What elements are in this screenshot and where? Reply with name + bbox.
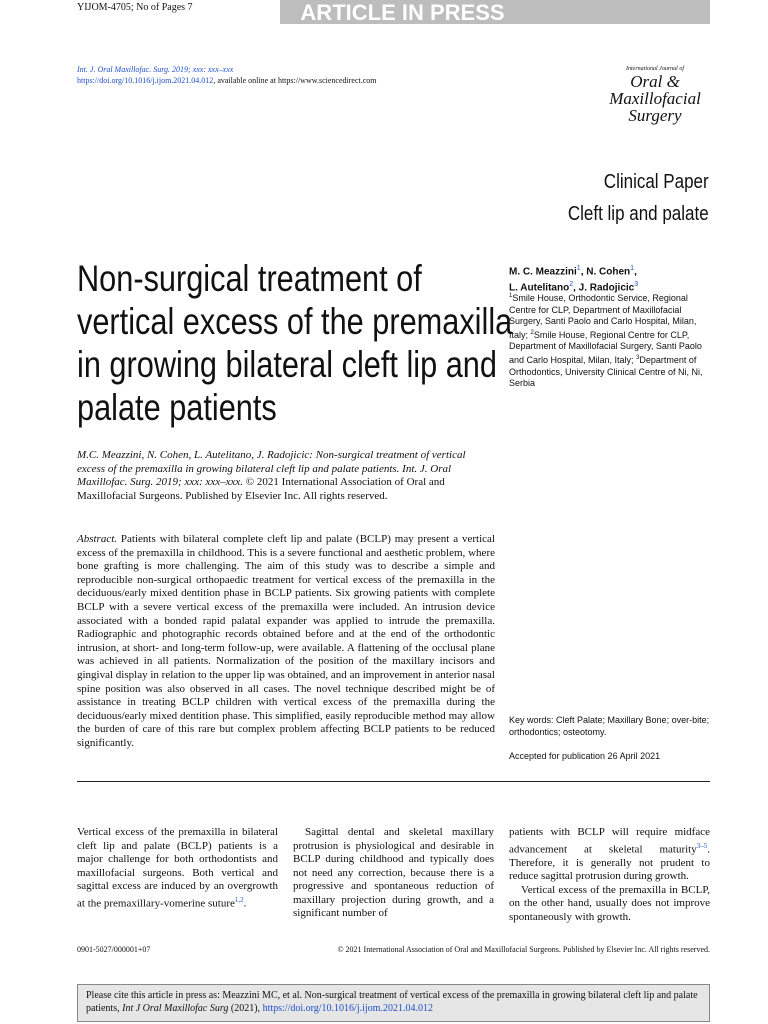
doi-link[interactable]: https://doi.org/10.1016/j.ijom.2021.04.012	[77, 76, 214, 85]
online-text: , available online at https://www.sciencedirect.com	[213, 76, 377, 85]
author-list: M. C. Meazzini$^1$, N. Cohen$^1$, L. Autelitano$^2$, J. Radojicic$^3$	[509, 265, 639, 294]
affil-3: Department of Orthodontics, University Clinical Centre of Ni, Ni, Serbia	[509, 354, 703, 389]
paper-category: Clinical Paper	[604, 171, 709, 193]
abstract-text: Patients with bilateral complete cleft lip and palate (BCLP) may present a vertical excess of the premaxilla in childhood. This is a severe functional and aesthetic problem, where bone grafting is more challenging. The aim of this study was to describe a simple and reproducible non-surgical orthopaedic treatment for vertical excess of the premaxilla in the deciduous/early mixed dentition phase in BCLP patients. Six growing patients with complete BCLP with a severe vertical excess of the premaxilla were included. An intrusion device associated with a bonded rapid palatal expander was applied to intrude the premaxilla. Radiographic and photographic records obtained before and at the end of the orthodontic intrusion, at short- and long-term follow-up, were available. A flattening of the occlusal plane was achieved in all patients. Normalization of the position of the maxillary incisors and gingival display in relation to the upper lip was obtained, and an improvement in anterior nasal spine position was also observed in all cases. The novel technique described might be of assistance in treating BCLP children with vertical excess of the premaxilla during the deciduous/early mixed dentition phase. This simplified, easily reproducible method may allow the burden of care of this rare but complex problem affecting BCLP patients to be reduced significantly.	[77, 533, 495, 749]
col3-ref-link[interactable]: 3–5	[696, 841, 708, 850]
journal-id: YIJOM-4705; No of Pages 7	[77, 2, 193, 13]
abstract	[77, 533, 495, 751]
cite-year: (2021),	[228, 1003, 263, 1014]
col3-text-b: . Therefore, it is generally not prudent to reduce sagittal protrusion during growth.	[509, 843, 710, 883]
article-title: Non-surgical treatment of vertical excess of the premaxilla in growing bilateral cleft lip and palate patients	[77, 258, 513, 428]
author-3-affil-link[interactable]: 2	[569, 281, 574, 289]
reference-citation-copyright: © 2021 International Association of Oral and Maxillofacial Surgeons. Published by Elsevier Inc. All rights reserved.	[77, 476, 445, 502]
affil-3-marker: 3	[636, 354, 640, 361]
affil-2-marker: 2	[530, 329, 534, 336]
logo-line1: International Journal of	[626, 66, 684, 72]
body-column-3	[509, 826, 710, 924]
author-2: N. Cohen	[586, 266, 631, 278]
cite-doi-link[interactable]: https://doi.org/10.1016/j.ijom.2021.04.012	[262, 1003, 433, 1014]
section-divider	[77, 781, 710, 782]
author-1-affil-link[interactable]: 1	[576, 265, 581, 272]
logo-line4: Surgery	[628, 106, 682, 125]
affil-1: Smile House, Orthodontic Service, Regional Centre for CLP, Department of Maxillofacial Surgery, Santi Paolo and Carlo Hospital, Milan, Italy;	[509, 293, 697, 340]
footer-issn: 0901-5027/000001+07	[77, 945, 151, 954]
col1-text: Vertical excess of the premaxilla in bilateral cleft lip and palate (BCLP) patients is a major challenge for both orthodontists and maxillofacial surgeons. Both vertical and sagittal excess are induced by an overgrowth at the premaxillary-vomerine suture	[77, 826, 278, 910]
paper-subcategory: Cleft lip and palate	[568, 203, 709, 225]
reference-citation-italic: M.C. Meazzini, N. Cohen, L. Autelitano, J. Radojicic: Non-surgical treatment of vertical excess of the premaxilla in growing bilateral cleft lip and palate patients. Int. J. Oral Maxillofac. Surg. 2019; xxx: xxx–xxx.	[77, 449, 466, 488]
affiliations	[509, 291, 714, 390]
journal-logo	[600, 66, 710, 124]
cite-journal: Int J Oral Maxillofac Surg	[122, 1003, 229, 1014]
col1-end: .	[243, 897, 247, 910]
abstract-label: Abstract.	[77, 533, 118, 545]
accepted-date: Accepted for publication 26 April 2021	[509, 751, 661, 761]
author-2-affil-link[interactable]: 1	[630, 265, 635, 272]
affil-1-marker: 1	[509, 293, 513, 299]
cite-this-article-box	[77, 984, 710, 1022]
col3-text-a: patients with BCLP will require midface advancement at skeletal maturity	[509, 826, 710, 856]
journal-ref-link[interactable]: Int. J. Oral Maxillofac. Surg. 2019; xxx: xxx–xxx	[77, 65, 234, 74]
paper-type	[568, 166, 709, 230]
col1-ref-link[interactable]: 1,2	[234, 895, 244, 904]
footer-copyright: © 2021 International Association of Oral and Maxillofacial Surgeons. Published by Elsevier Inc. All rights reserved.	[337, 945, 710, 954]
reference-citation	[77, 449, 495, 503]
author-4-affil-link[interactable]: 3	[634, 281, 639, 289]
logo-line2: Oral &	[630, 72, 680, 91]
col2-text: Sagittal dental and skeletal maxillary protrusion is physiological and desirable in BCLP during childhood and typically does not need any correction, because there is a progressive and spontaneous reduction of maxillary projection during growth, and a significant number of	[293, 826, 494, 919]
author-1: M. C. Meazzini	[509, 266, 577, 278]
author-4: J. Radojicic	[578, 282, 635, 294]
author-3: L. Autelitano	[509, 282, 570, 294]
affil-2: Smile House, Regional Centre for CLP, Department of Maxillofacial Surgery, Santi Paolo and Carlo Hospital, Milan, Italy;	[509, 329, 702, 365]
col3-text-c: Vertical excess of the premaxilla in BCLP, on the other hand, usually does not improve spontaneously with growth.	[509, 883, 710, 923]
body-column-2	[293, 826, 494, 921]
article-in-press-banner	[280, 0, 710, 24]
body-column-1	[77, 826, 278, 911]
logo-line3: Maxillofacial	[609, 89, 701, 108]
journal-reference	[77, 64, 377, 86]
press-banner-text: ARTICLE IN PRESS	[300, 0, 505, 25]
cite-prefix: Please cite this article in press as: Meazzini MC, et al. Non-surgical treatment of vertical excess of the premaxilla in growing bilateral cleft lip and palate patients,	[86, 990, 698, 1014]
keywords: Key words: Cleft Palate; Maxillary Bone; over-bite; orthodontics; osteotomy.	[509, 715, 710, 737]
